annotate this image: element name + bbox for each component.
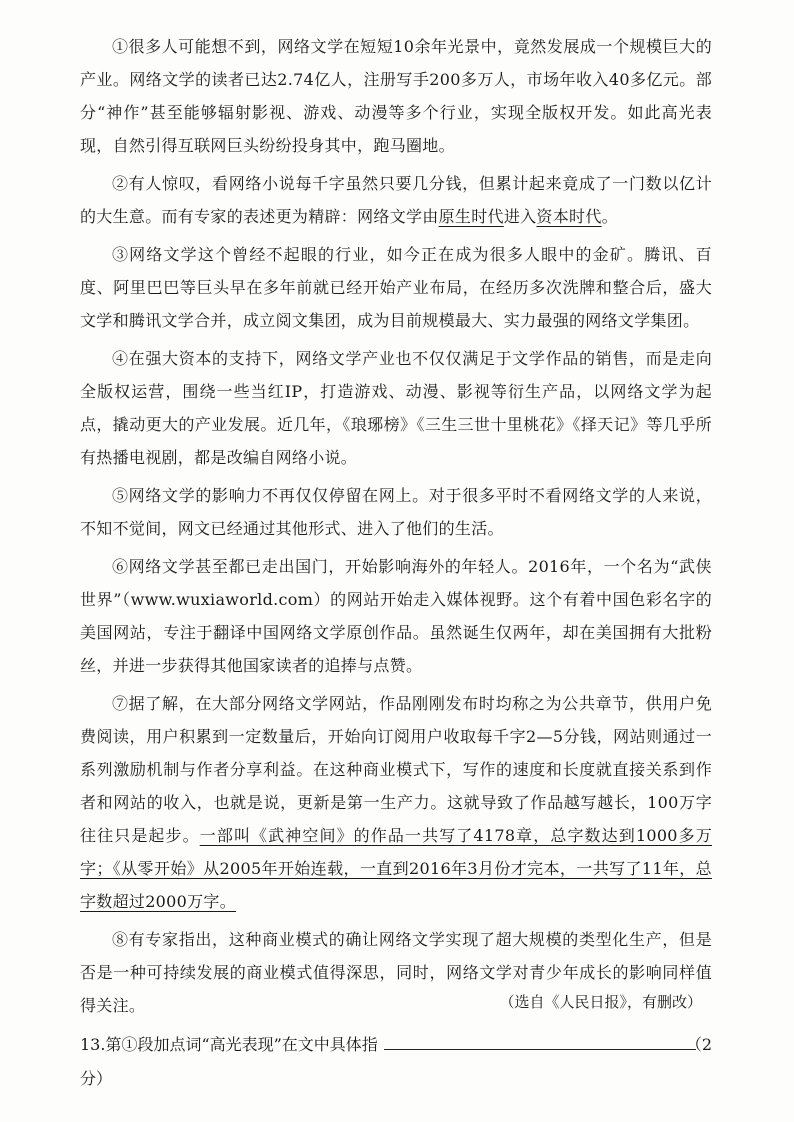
paragraph-2: ②有人惊叹，看网络小说每千字虽然只要几分钱，但累计起来竟成了一门数以亿计的大生意。而有专家的表述更为精辟：网络文学由原生时代进入资本时代。 [80, 174, 712, 226]
question-13 [80, 1028, 712, 1088]
underlined-sentence: 一部叫《武神空间》的作品一共写了4178章，总字数达到1000多万字；《从零开始》从2005年开始连载，一直到2016年3月份才完本，一共写了11年，总字数超过2000万字。 [80, 826, 712, 911]
answer-blank[interactable] [384, 1031, 696, 1050]
article-body [80, 30, 712, 1027]
paragraph-6: ⑥网络文学甚至都已走出国门，开始影响海外的年轻人。2016年，一个名为“武侠世界”（www.wuxiaworld.com）的网站开始走入媒体视野。这个有着中国色彩名字的美国网站，专注于翻译中国网络文学原创作品。虽然诞生仅两年，却在美国拥有大批粉丝，并进一步获得其他国家读者的追捧与点赞。 [80, 557, 712, 675]
underlined-phrase: 资本时代 [536, 207, 602, 226]
paragraph-1: ①很多人可能想不到，网络文学在短短10余年光景中，竟然发展成一个规模巨大的产业。网络文学的读者已达2.74亿人，注册写手200多万人，市场年收入40多亿元。部分“神作”甚至能够辐射影视、游戏、动漫等多个行业，实现全版权开发。如此高光表现，自然引得互联网巨头纷纷投身其中，跑马圈地。 [80, 37, 712, 155]
question-score: （2 [685, 1035, 712, 1054]
source-note: （选自《人民日报》，有删改） [499, 993, 702, 1011]
paragraph-8: ⑧有专家指出，这种商业模式的确让网络文学实现了超大规模的类型化生产，但是否是一种可持续发展的商业模式值得深思，同时，网络文学对青少年成长的影响同样值得关注。 [80, 930, 712, 1015]
paragraph-7: ⑦据了解，在大部分网络文学网站，作品刚刚发布时均称之为公共章节，供用户免费阅读，用户积累到一定数量后，开始向订阅用户收取每千字2—5分钱，网站则通过一系列激励机制与作者分享利益。在这种商业模式下，写作的速度和长度就直接关系到作者和网站的收入，也就是说，更新是第一生产力。这就导致了作品越写越长，100万字往往只是起步。一部叫《武神空间》的作品一共写了4178章，总字数达到1000多万字；《从零开始》从2005年开始连载，一直到2016年3月份才完本，一共写了11年，总字数超过2000万字。 [80, 694, 712, 911]
paragraph-4: ④在强大资本的支持下，网络文学产业也不仅仅满足于文学作品的销售，而是走向全版权运营，围绕一些当红IP，打造游戏、动漫、影视等衍生产品，以网络文学为起点，撬动更大的产业发展。近几年，《琅琊榜》《三生三世十里桃花》《择天记》等几乎所有热播电视剧，都是改编自网络小说。 [80, 349, 712, 467]
question-score-cont: 分） [80, 1069, 113, 1088]
paragraph-3: ③网络文学这个曾经不起眼的行业，如今正在成为很多人眼中的金矿。腾讯、百度、阿里巴巴等巨头早在多年前就已经开始产业布局，在经历多次洗牌和整合后，盛大文学和腾讯文学合并，成立阅文集团，成为目前规模最大、实力最强的网络文学集团。 [80, 245, 712, 330]
underlined-phrase: 原生时代 [438, 207, 504, 226]
question-text: 13.第①段加点词“高光表现”在文中具体指 [80, 1035, 378, 1054]
paragraph-5: ⑤网络文学的影响力不再仅仅停留在网上。对于很多平时不看网络文学的人来说，不知不觉间，网文已经通过其他形式、进入了他们的生活。 [80, 486, 712, 538]
